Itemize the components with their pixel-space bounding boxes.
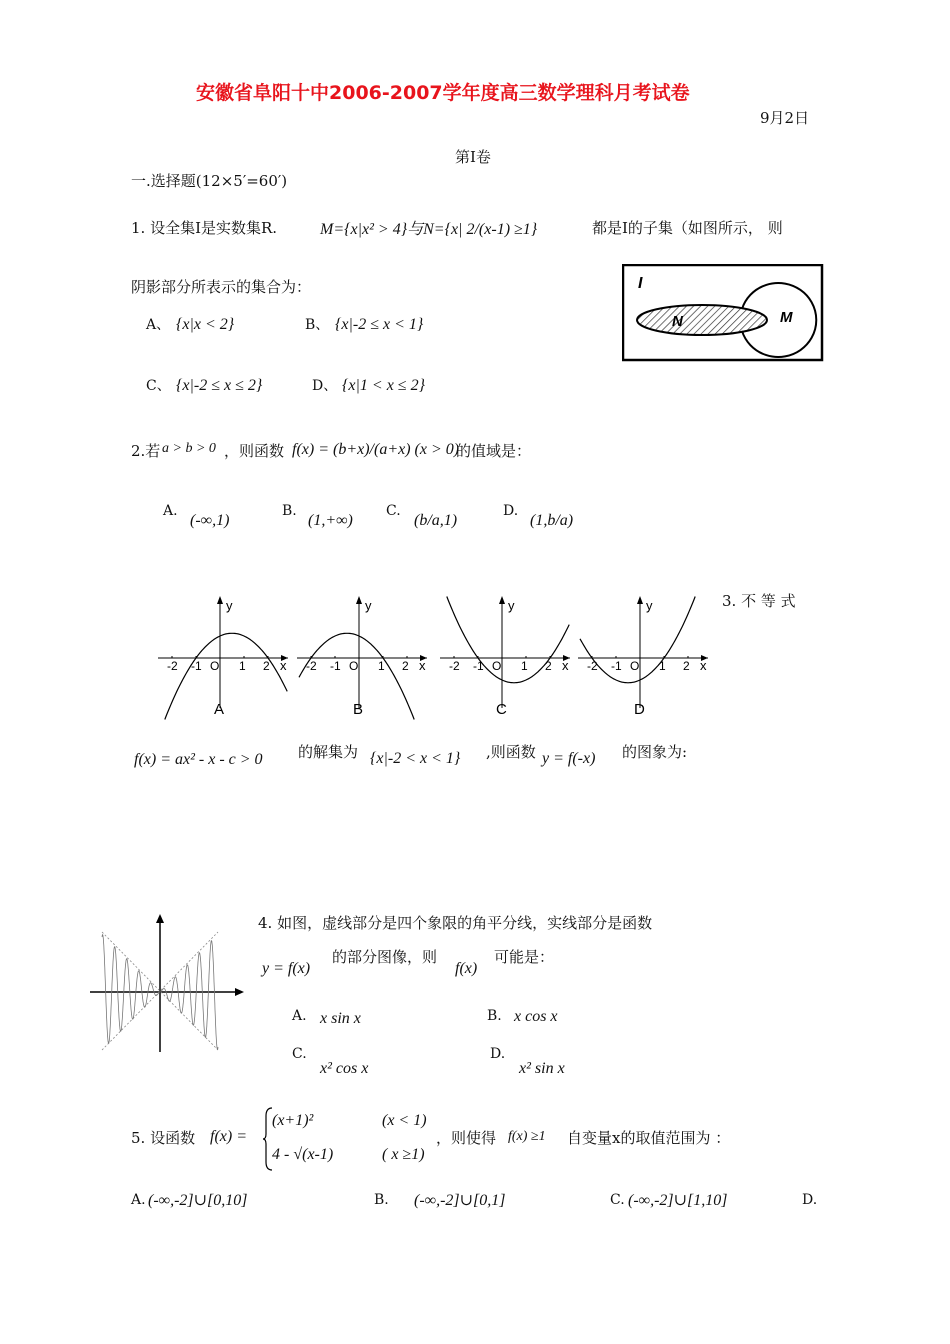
q3-lead: 3. 不 等 式: [722, 592, 796, 610]
q2-option-d: (1,b/a): [530, 512, 574, 529]
q4-option-d: x² sin x: [519, 1060, 565, 1077]
set-n-ellipse: [637, 305, 767, 335]
q3-function: y = f(-x): [542, 750, 596, 767]
y-label: y: [508, 598, 515, 613]
q3-tail: 的图象为:: [622, 743, 688, 761]
q5-option-b-label: B.: [374, 1192, 389, 1208]
q5-option-c: (-∞,-2]∪[1,10]: [628, 1192, 728, 1209]
option-label: A: [214, 701, 225, 718]
tick-label: -2: [449, 659, 460, 673]
tick-label: 1: [378, 659, 385, 673]
q5-option-b: (-∞,-2]∪[0,1]: [414, 1192, 506, 1209]
tick-label: O: [210, 659, 220, 673]
q2-option-a: (-∞,1): [190, 512, 230, 529]
q4-lead: 4. 如图，虚线部分是四个象限的角平分线，实线部分是函数: [258, 914, 653, 932]
q3-mid: 的解集为: [298, 743, 359, 761]
q5-inequality: f(x) ≥1: [508, 1129, 546, 1144]
exam-title: 安徽省阜阳十中2006-2007学年度高三数学理科月考试卷: [196, 82, 690, 104]
y-axis-arrow: [637, 596, 643, 604]
label-n: N: [672, 313, 683, 330]
y-axis-arrow: [156, 914, 164, 923]
q3-graph-c: [440, 596, 570, 718]
q4-option-b: x cos x: [514, 1008, 558, 1025]
q4-function-graph: [88, 910, 248, 1055]
label-i: I: [638, 275, 643, 292]
q5-option-a-label: A.: [131, 1192, 146, 1208]
q1-option-a-label: A、: [146, 317, 171, 333]
tick-label: 1: [239, 659, 246, 673]
option-label: D: [634, 701, 645, 718]
q1-option-c: {x|-2 ≤ x ≤ 2}: [176, 377, 263, 394]
section-heading: 一.选择题(12×5′=60′): [131, 172, 288, 190]
q5-case1: (x+1)²: [272, 1112, 314, 1129]
x-axis-arrow: [235, 988, 244, 996]
x-label: x: [700, 658, 707, 673]
exam-date: 9月2日: [760, 109, 810, 127]
y-axis-arrow: [356, 596, 362, 604]
q5-option-d-label: D.: [802, 1192, 818, 1208]
tick-label: 2: [683, 659, 690, 673]
q2-lead: 2.若: [131, 442, 161, 460]
q5-fx: f(x) =: [210, 1128, 247, 1145]
parabola-curve: [165, 633, 287, 719]
tick-label: -2: [587, 659, 598, 673]
q4-option-a-label: A.: [292, 1008, 307, 1024]
q2-option-b-label: B.: [282, 503, 297, 519]
q1-line2: 阴影部分所表示的集合为：: [131, 278, 312, 296]
q2-function: f(x) = (b+x)/(a+x) (x > 0): [292, 441, 460, 458]
y-axis-arrow: [499, 596, 505, 604]
q5-option-a: (-∞,-2]∪[0,10]: [148, 1192, 248, 1209]
y-label: y: [365, 598, 372, 613]
q3-solution-set: {x|-2 < x < 1}: [370, 750, 461, 767]
tick-label: 1: [521, 659, 528, 673]
y-label: y: [226, 598, 233, 613]
tick-label: -1: [611, 659, 622, 673]
q4-mid: 的部分图像，则: [332, 948, 438, 966]
q1-lead: 1. 设全集I是实数集R.: [131, 219, 278, 237]
tick-label: -1: [473, 659, 484, 673]
tick-label: 2: [545, 659, 552, 673]
tick-label: -2: [167, 659, 178, 673]
q2-condition: a > b > 0: [162, 441, 216, 456]
tick-label: 2: [402, 659, 409, 673]
q1-tail: 都是I的子集（如图所示， 则: [592, 219, 783, 237]
q1-option-b: {x|-2 ≤ x < 1}: [335, 316, 424, 333]
q3-graph-options: [150, 590, 710, 725]
x-label: x: [562, 658, 569, 673]
q5-tail: 自变量x的取值范围为 ：: [567, 1129, 731, 1147]
tick-label: O: [492, 659, 502, 673]
venn-diagram: [622, 264, 824, 362]
q1-option-b-label: B、: [305, 317, 330, 333]
q3-mid2: ,则函数: [486, 743, 536, 761]
label-m: M: [780, 309, 793, 326]
q5-mid: ，则使得: [436, 1129, 497, 1147]
volume-heading: 第I卷: [455, 148, 491, 166]
q2-mid: ，则函数: [224, 442, 285, 460]
tick-label: -1: [330, 659, 341, 673]
q1-option-d-label: D、: [312, 378, 338, 394]
q3-graph-a: [158, 596, 288, 720]
q3-graph-d: [578, 596, 708, 718]
q5-cond1: (x < 1): [382, 1112, 427, 1129]
q1-option-c-label: C、: [146, 378, 171, 394]
q5-option-c-label: C.: [610, 1192, 625, 1208]
x-label: x: [419, 658, 426, 673]
q4-fx: f(x): [455, 960, 478, 977]
q3-graph-b: [297, 596, 427, 720]
y-axis-arrow: [217, 596, 223, 604]
q1-option-d: {x|1 < x ≤ 2}: [342, 377, 425, 394]
q4-function: y = f(x): [262, 960, 311, 977]
q1-option-a: {x|x < 2}: [176, 316, 235, 333]
tick-label: 2: [263, 659, 270, 673]
tick-label: O: [349, 659, 359, 673]
y-label: y: [646, 598, 653, 613]
q4-option-c: x² cos x: [320, 1060, 369, 1077]
q4-option-c-label: C.: [292, 1046, 307, 1062]
tick-label: 1: [659, 659, 666, 673]
q2-option-d-label: D.: [503, 503, 519, 519]
q2-tail: 的值域是：: [456, 442, 532, 460]
q5-lead: 5. 设函数: [131, 1129, 196, 1147]
q4-option-a: x sin x: [320, 1010, 361, 1027]
q4-tail: 可能是：: [494, 948, 555, 966]
q4-option-d-label: D.: [490, 1046, 506, 1062]
q1-sets: M={x|x² > 4}与N={x| 2/(x-1) ≥1}: [320, 221, 538, 238]
x-label: x: [280, 658, 287, 673]
tick-label: -2: [306, 659, 317, 673]
q2-option-a-label: A.: [163, 503, 178, 519]
q5-cond2: ( x ≥1): [382, 1146, 425, 1163]
q2-option-c: (b/a,1): [414, 512, 458, 529]
q3-expression: f(x) = ax² - x - c > 0: [134, 751, 263, 768]
option-label: B: [353, 701, 364, 718]
tick-label: O: [630, 659, 640, 673]
q5-case2: 4 - √(x-1): [272, 1146, 334, 1163]
q4-option-b-label: B.: [487, 1008, 502, 1024]
q2-option-c-label: C.: [386, 503, 401, 519]
q2-option-b: (1,+∞): [308, 512, 353, 529]
option-label: C: [496, 701, 507, 718]
tick-label: -1: [191, 659, 202, 673]
